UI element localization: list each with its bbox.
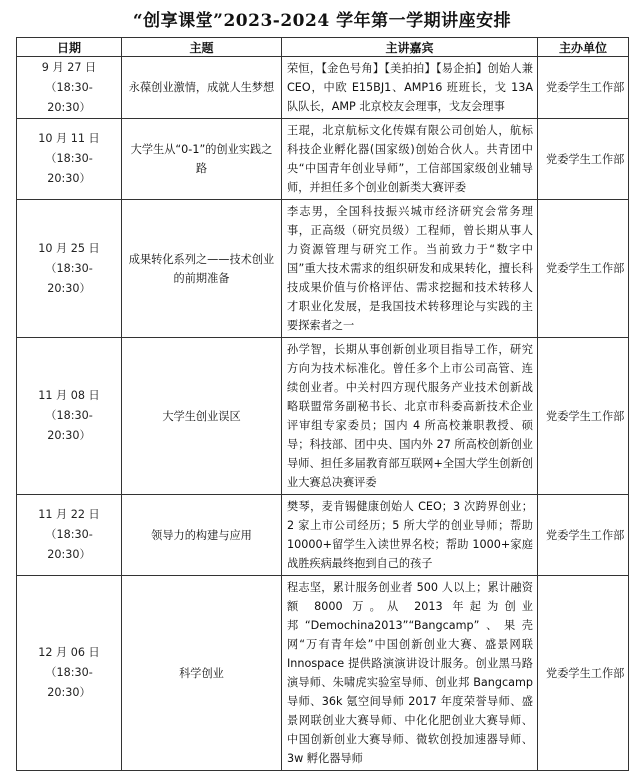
time-start: （18:30- xyxy=(45,666,93,679)
time-start: （18:30- xyxy=(45,152,93,165)
time-end: 20:30） xyxy=(47,172,91,185)
header-organizer: 主办单位 xyxy=(538,38,629,57)
speaker-cell: 孙学智，长期从事创新创业项目指导工作，研究方向为技术标准化。曾任多个上市公司高管、连续创业者。中关村四方现代服务产业技术创新战略联盟常务副秘书长、北京市科委高新技术企业评审组专家委员；国内 4 所高校兼职教授、硕导；科技部、团中央、国内外 27 所高校创新创业导师、担任多届教育部互联网+全国大学生创新创业大赛总决赛评委 xyxy=(282,338,538,495)
table-row xyxy=(17,200,629,338)
header-topic: 主题 xyxy=(122,38,282,57)
date-text: 12 月 06 日 xyxy=(38,646,100,659)
table-row xyxy=(17,576,629,771)
time-end: 20:30） xyxy=(47,686,91,699)
date-text: 9 月 27 日 xyxy=(41,60,97,74)
speaker-cell: 程志坚，累计服务创业者 500 人以上；累计融资额 8000 万。从 2013 年起为创业邦“Demochina2013”“Bangcamp”、果壳网“万有青年烩”中国创新创业大赛、盛景网联 Innospace 提供路演演讲设计服务。创业黑马路演导师、朱啸虎实验室导师、创业邦 Bangcamp 导师、36k 氪空间导师 2017 年度荣誉导师、盛景网联创业大赛导师、中化化肥创业大赛导师、中国创新创业大赛导师、微软创投加速器导师、3w 孵化器导师 xyxy=(282,576,538,771)
topic-cell: 科学创业 xyxy=(122,576,282,771)
date-cell xyxy=(17,119,122,200)
organizer-cell: 党委学生工作部 xyxy=(538,57,629,119)
date-cell xyxy=(17,57,122,119)
date-text: 11 月 22 日 xyxy=(38,508,100,521)
table-header-row xyxy=(17,38,629,57)
time-start: （18:30- xyxy=(45,261,93,275)
speaker-cell: 樊琴，麦肯锡健康创始人 CEO；3 次跨界创业；2 家上市公司经历；5 所大学的创业导师；帮助 10000+留学生入读世界名校；帮助 1000+家庭战胜疾病最终抱到自己的孩子 xyxy=(282,495,538,576)
date-cell xyxy=(17,495,122,576)
organizer-cell: 党委学生工作部 xyxy=(538,495,629,576)
speaker-cell: 王琨，北京航标文化传媒有限公司创始人，航标科技企业孵化器(国家级)创始合伙人。共青团中央“中国青年创业导师”，工信部国家级创业辅导师，并担任多个创业创新类大赛评委 xyxy=(282,119,538,200)
organizer-cell: 党委学生工作部 xyxy=(538,119,629,200)
date-text: 10 月 25 日 xyxy=(38,241,100,255)
table-row xyxy=(17,57,629,119)
topic-cell: 永葆创业激情，成就人生梦想 xyxy=(122,57,282,119)
table-row xyxy=(17,338,629,495)
topic-cell: 领导力的构建与应用 xyxy=(122,495,282,576)
date-cell xyxy=(17,200,122,338)
table-row xyxy=(17,119,629,200)
time-end: 20:30） xyxy=(47,548,91,561)
table-row xyxy=(17,495,629,576)
speaker-cell: 荣恒，【金色号角】【美拍拍】【易企拍】创始人兼 CEO，中欧 E15BJ1、AMP16 班班长，戈 13A 队队长，AMP 北京校友会理事，戈友会理事 xyxy=(282,57,538,119)
organizer-cell: 党委学生工作部 xyxy=(538,200,629,338)
topic-cell: 大学生从“0-1”的创业实践之路 xyxy=(122,119,282,200)
header-date: 日期 xyxy=(17,38,122,57)
date-cell xyxy=(17,576,122,771)
topic-cell: 成果转化系列之——技术创业的前期准备 xyxy=(122,200,282,338)
topic-cell: 大学生创业误区 xyxy=(122,338,282,495)
organizer-cell: 党委学生工作部 xyxy=(538,338,629,495)
time-end: 20:30） xyxy=(47,429,91,442)
time-start: （18:30- xyxy=(45,409,93,422)
organizer-cell: 党委学生工作部 xyxy=(538,576,629,771)
lecture-schedule-table xyxy=(16,37,629,771)
date-text: 10 月 11 日 xyxy=(38,132,100,145)
time-end: 20:30） xyxy=(47,281,91,295)
time-start: （18:30- xyxy=(45,528,93,541)
time-start: （18:30- xyxy=(45,80,93,94)
time-end: 20:30） xyxy=(47,100,91,114)
date-cell xyxy=(17,338,122,495)
header-speaker: 主讲嘉宾 xyxy=(282,38,538,57)
speaker-cell: 李志男，全国科技振兴城市经济研究会常务理事，正高级（研究员级）工程师，曾长期从事人力资源管理与研究工作。当前致力于“数字中国”重大技术需求的组织研发和成果转化，擅长科技成果价值与价格评估、需求挖掘和技术转移人才职业化发展，是我国技术转移理论与实践的主要探索者之一 xyxy=(282,200,538,338)
date-text: 11 月 08 日 xyxy=(38,389,100,402)
page-title: “创享课堂”2023-2024 学年第一学期讲座安排 xyxy=(132,11,512,31)
